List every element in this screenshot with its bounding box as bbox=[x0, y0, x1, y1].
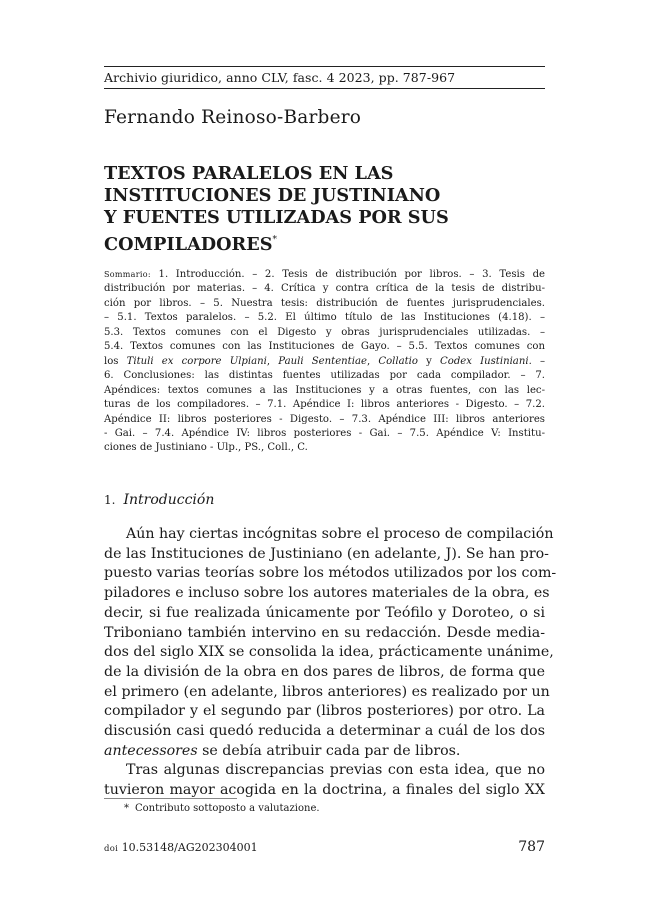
summary-text: . – bbox=[528, 355, 545, 367]
summary-line: Apéndices: textos comunes a las Instituciones y a otras fuentes, con las lec- bbox=[104, 384, 545, 396]
doi bbox=[104, 841, 258, 854]
summary-line: turas de los compiladores. – 7.1. Apéndice I: libros anteriores - Digesto. – 7.2. bbox=[104, 399, 545, 411]
title-line-text: COMPILADORES bbox=[104, 234, 273, 255]
body-line: de la división de la obra en dos pares de libros, de forma que bbox=[104, 663, 545, 680]
summary-line-text: 1. Introducción. – 2. Tesis de distribución por libros. – 3. Tesis de bbox=[158, 269, 546, 280]
summary-source-title: Tituli ex corpore Ulpiani bbox=[126, 355, 267, 367]
body-text bbox=[104, 525, 557, 801]
header-bottom-rule bbox=[104, 88, 545, 89]
summary-source-title: Codex Iustiniani bbox=[440, 355, 529, 367]
footnote bbox=[124, 803, 320, 814]
page-number: 787 bbox=[518, 839, 545, 855]
summary-line: distribución por materias. – 4. Crítica y contra crítica de la tesis de distribu- bbox=[104, 283, 545, 295]
summary-source-title: Pauli Sententiae bbox=[278, 355, 367, 367]
summary-text: , bbox=[366, 355, 379, 367]
body-line bbox=[104, 742, 545, 762]
body-line-text: se debía atribuir cada par de libros. bbox=[197, 742, 461, 759]
body-line: piladores e incluso sobre los autores materiales de la obra, es bbox=[104, 585, 550, 602]
body-line: Aún hay ciertas incógnitas sobre el proceso de compilación bbox=[126, 526, 554, 542]
title-footnote-mark: * bbox=[272, 235, 277, 245]
footnote-text: Contributo sottoposto a valutazione. bbox=[135, 803, 320, 814]
header-top-rule bbox=[104, 66, 545, 67]
title-line: TEXTOS PARALELOS EN LAS bbox=[104, 163, 394, 184]
section-number: 1. bbox=[104, 493, 116, 507]
summary-line: - Gai. – 7.4. Apéndice IV: libros posteriores - Gai. – 7.5. Apéndice V: Institu- bbox=[104, 427, 545, 439]
body-line: de las Instituciones de Justiniano (en adelante, J). Se han pro- bbox=[104, 545, 549, 562]
body-line: decir, si fue realizada únicamente por Teófilo y Doroteo, o si bbox=[104, 604, 545, 621]
doi-value: 10.53148/AG202304001 bbox=[121, 841, 258, 854]
title-line: Y FUENTES UTILIZADAS POR SUS bbox=[104, 207, 449, 228]
author-name: Fernando Reinoso-Barbero bbox=[104, 107, 362, 128]
summary-line: – 5.1. Textos paralelos. – 5.2. El último título de las Instituciones (4.18). – bbox=[104, 312, 545, 324]
footnote-mark: * bbox=[124, 803, 129, 814]
body-line: dos del siglo XIX se consolida la idea, prácticamente unánime, bbox=[104, 644, 554, 661]
summary-text: los bbox=[104, 355, 127, 367]
title-line: INSTITUCIONES DE JUSTINIANO bbox=[104, 185, 441, 206]
summary-text: , bbox=[266, 355, 279, 367]
summary-line bbox=[104, 268, 545, 282]
body-line: el primero (en adelante, libros anteriores) es realizado por un bbox=[104, 683, 550, 700]
body-line: tuvieron mayor acogida en la doctrina, a finales del siglo XX bbox=[104, 782, 545, 799]
body-line: compilador y el segundo par (libros posteriores) por otro. La bbox=[104, 703, 545, 720]
summary-line: ción por libros. – 5. Nuestra tesis: distribución de fuentes jurisprudenciales. bbox=[104, 297, 545, 309]
title-line bbox=[104, 229, 544, 256]
journal-citation: Archivio giuridico, anno CLV, fasc. 4 2023, pp. 787-967 bbox=[104, 70, 456, 85]
body-line: discusión casi quedó reducida a determinar a cuál de los dos bbox=[104, 723, 545, 740]
footnote-rule bbox=[104, 798, 237, 799]
article-title bbox=[104, 163, 544, 256]
doi-label: doi bbox=[104, 844, 119, 854]
summary-line: 5.3. Textos comunes con el Digesto y obras jurisprudenciales utilizadas. – bbox=[104, 326, 545, 338]
summary-line: ciones de Justiniano - Ulp., PS., Coll., C. bbox=[104, 442, 308, 454]
body-line: puesto varias teorías sobre los métodos utilizados por los com- bbox=[104, 565, 557, 582]
summary-text: y bbox=[417, 355, 441, 367]
section-title: Introducción bbox=[123, 492, 215, 508]
summary-line bbox=[104, 355, 545, 369]
body-line: Triboniano también intervino en su redacción. Desde media- bbox=[104, 624, 545, 641]
section-heading bbox=[104, 492, 214, 508]
summary-label: Sommario: bbox=[104, 270, 151, 279]
summary-line: Apéndice II: libros posteriores - Digesto. – 7.3. Apéndice III: libros anteriores bbox=[104, 413, 545, 425]
summary-line: 6. Conclusiones: las distintas fuentes utilizadas por cada compilador. – 7. bbox=[104, 370, 545, 382]
summary-source-title: Collatio bbox=[378, 355, 418, 367]
body-italic-term: antecessores bbox=[104, 742, 198, 759]
summary bbox=[104, 268, 545, 456]
summary-line: 5.4. Textos comunes con las Instituciones de Gayo. – 5.5. Textos comunes con bbox=[104, 341, 545, 353]
body-line: Tras algunas discrepancias previas con esta idea, que no bbox=[126, 762, 545, 779]
